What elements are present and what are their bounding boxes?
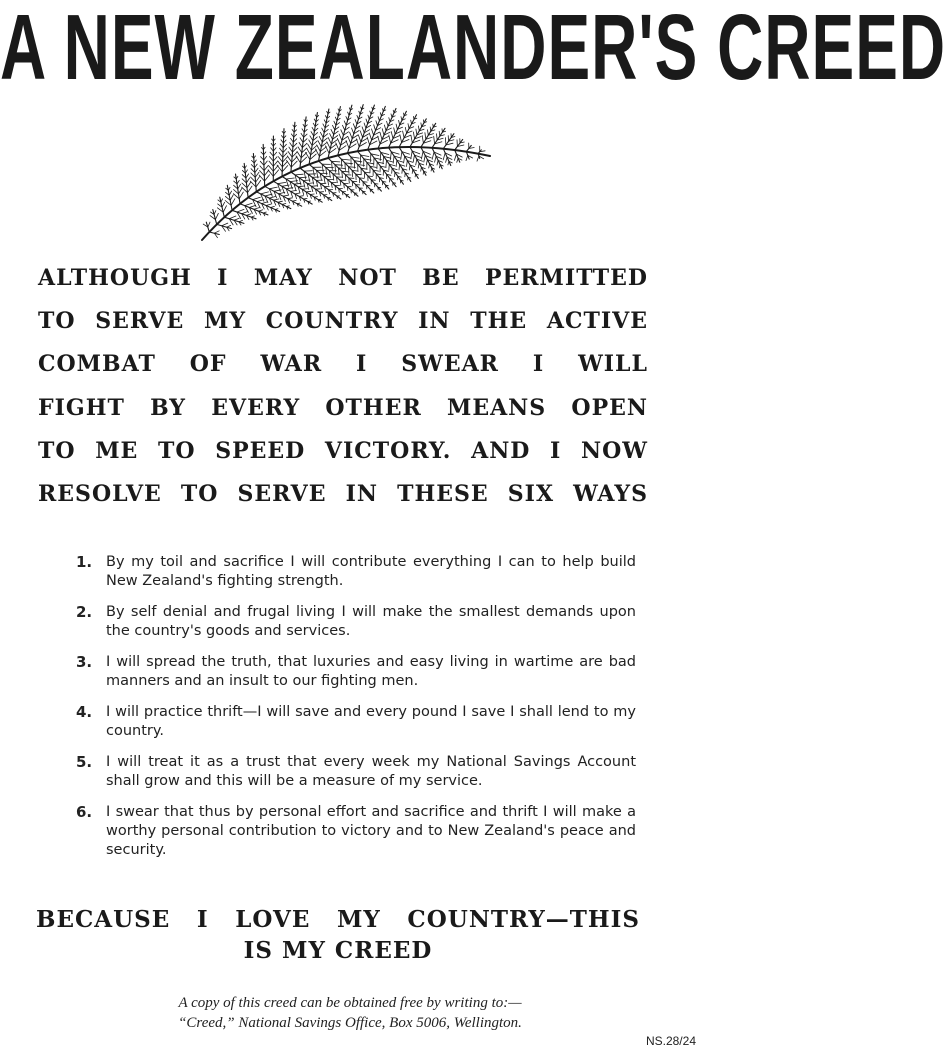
- pledge-line: TO ME TO SPEED VICTORY. AND I NOW: [38, 438, 648, 464]
- six-ways-list: [76, 553, 636, 872]
- item-number: 4.: [76, 703, 93, 721]
- item-text: I will practice thrift—I will save and every pound I save I shall lend to my country.: [106, 704, 636, 739]
- item-text: By my toil and sacrifice I will contribute everything I can to help build New Zealand's fighting strength.: [106, 554, 636, 589]
- pledge-line: TO SERVE MY COUNTRY IN THE ACTIVE: [38, 308, 648, 334]
- list-item: [76, 603, 636, 641]
- closing-line: IS MY CREED: [243, 937, 433, 964]
- footer-note: A copy of this creed can be obtained free by writing to:—: [178, 995, 522, 1011]
- list-item: [76, 703, 636, 741]
- list-item: [76, 803, 636, 860]
- footer-address: “Creed,” National Savings Office, Box 5006, Wellington.: [178, 1015, 522, 1031]
- list-item: [76, 753, 636, 791]
- poster-title-text: A NEW ZEALANDER'S CREED: [0, 0, 946, 100]
- item-text: I will treat it as a trust that every week my National Savings Account shall grow and this will be a measure of my service.: [106, 754, 636, 789]
- item-number: 1.: [76, 553, 93, 571]
- closing-line: BECAUSE I LOVE MY COUNTRY—THIS: [36, 906, 640, 933]
- pledge-line: RESOLVE TO SERVE IN THESE SIX WAYS: [38, 481, 648, 507]
- list-item: [76, 653, 636, 691]
- list-item: [76, 553, 636, 591]
- item-number: 2.: [76, 603, 93, 621]
- pledge-line: COMBAT OF WAR I SWEAR I WILL: [38, 351, 648, 377]
- fern-icon: [190, 108, 500, 258]
- item-number: 3.: [76, 653, 93, 671]
- item-text: I swear that thus by personal effort and sacrifice and thrift I will make a worthy personal contribution to victory and to New Zealand's peace and security.: [106, 804, 636, 858]
- poster-title: [0, 0, 946, 112]
- pledge-line: ALTHOUGH I MAY NOT BE PERMITTED: [38, 265, 648, 291]
- item-text: I will spread the truth, that luxuries and easy living in wartime are bad manners and an insult to our fighting men.: [106, 654, 636, 689]
- reference-code: NS.28/24: [645, 1034, 696, 1048]
- item-number: 6.: [76, 803, 93, 821]
- item-text: By self denial and frugal living I will make the smallest demands upon the country's goods and services.: [106, 604, 636, 639]
- pledge-line: FIGHT BY EVERY OTHER MEANS OPEN: [38, 395, 648, 421]
- item-number: 5.: [76, 753, 93, 771]
